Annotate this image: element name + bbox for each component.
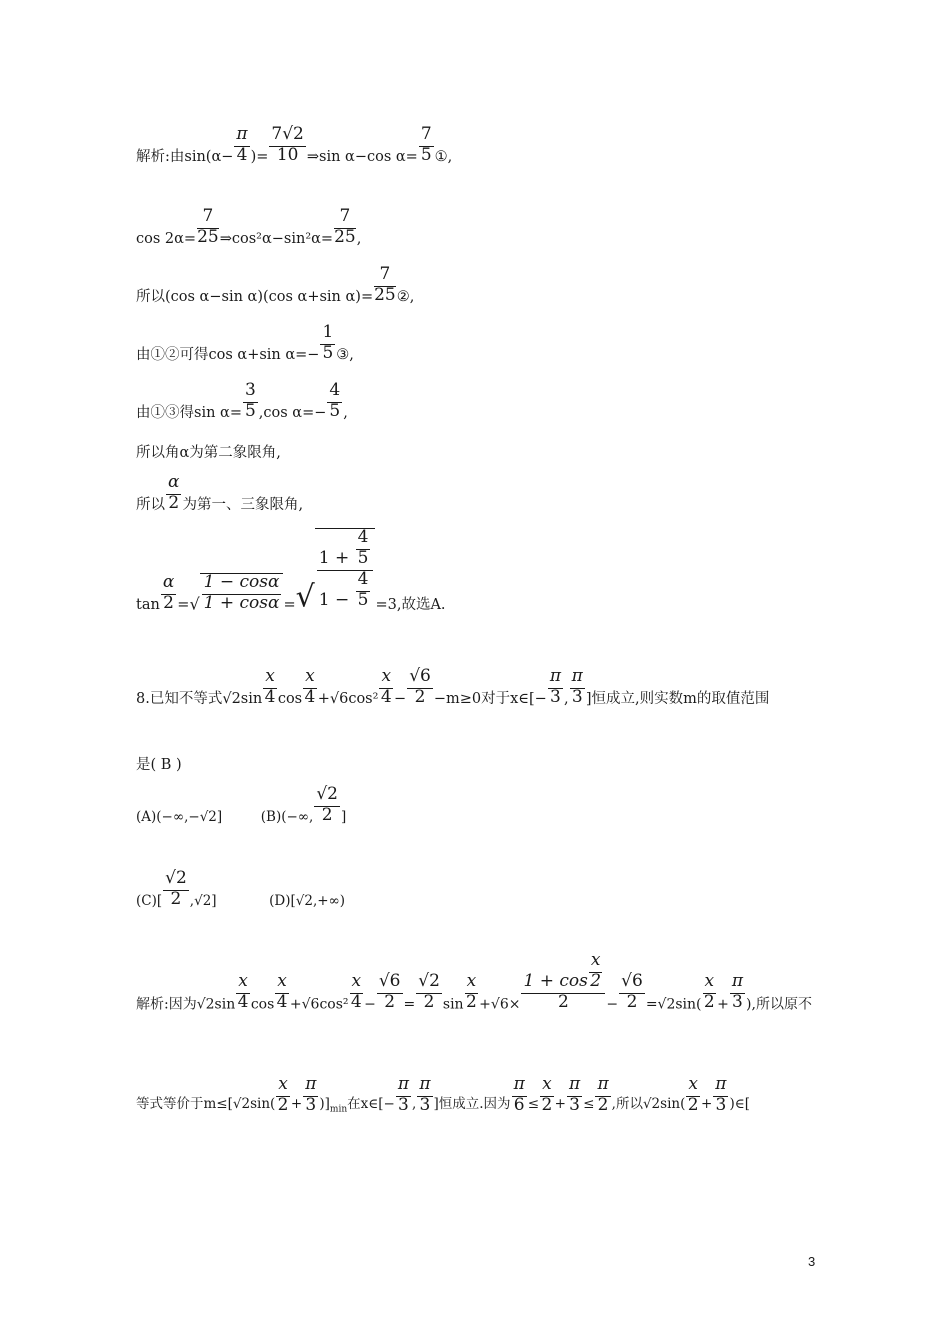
text: )] [319,1096,330,1112]
text: = [283,596,296,613]
text: +√6cos² [317,691,379,708]
text: − [606,996,619,1013]
fraction-7-25: $\frac{7}{25}$ [197,206,219,247]
text: + [717,996,729,1013]
fraction-x-2-s: $\frac{x}{2}$ [465,970,477,1012]
text: ),所以原不 [746,996,812,1013]
fraction-pi-3-b: $\frac{\pi}{3}$ [571,666,583,707]
option-c: (C)[ [136,893,163,910]
text: ]恒成立.因为 [433,1096,511,1112]
solution-8-line-1 [136,952,812,1012]
text: ] [341,809,347,826]
text: ≤ [527,1096,540,1112]
text: ③, [336,347,354,364]
fraction-x-4-b: $\frac{x}{4}$ [304,666,316,707]
fraction-sqrt2-2: $\frac{√2}{2}$ [316,784,338,825]
fraction-x-2-t2: $\frac{x}{2}$ [541,1074,553,1115]
fraction-pi-3-t2: $\frac{\pi}{3}$ [397,1074,410,1115]
fraction-x-4-s2: $\frac{x}{4}$ [276,970,288,1012]
fraction-alpha-2: $\frac{\alpha}{2}$ [168,472,180,513]
text: + [290,1096,303,1112]
options-c-d [136,870,345,909]
fraction-7-5: $\frac{7}{5}$ [420,124,432,165]
text: 所以 [136,497,165,514]
text: , [412,1096,417,1112]
text: ②, [396,289,415,306]
sqrt-big-fraction: √ 1 + $\frac{4}{5}$ 1 − $\frac{4}{5}$ [296,528,376,612]
solution-line-5 [136,382,348,421]
text: , [343,405,348,422]
question-8-line-1 [136,668,769,707]
solution-line-8 [136,527,446,615]
fraction-pi-6: $\frac{\pi}{6}$ [513,1074,525,1115]
text: 所以角α为第二象限角, [136,445,281,461]
text: cos [277,691,303,708]
fraction-x-2-s2: $\frac{x}{2}$ [703,970,715,1012]
min-subscript: min [329,1104,348,1115]
solution-line-2 [136,208,361,247]
text: ]恒成立,则实数m的取值范围 [585,691,770,708]
text: ⇒cos²α−sin²α= [219,231,334,248]
fraction-1-5: $\frac{1}{5}$ [322,322,334,363]
question-8-line-2 [136,758,182,773]
text: 在x∈[− [347,1096,395,1112]
fraction-x-4-s3: $\frac{x}{4}$ [350,970,362,1012]
text: ①, [434,149,453,166]
text: tan [136,596,160,613]
text: − [394,691,407,708]
text: cos 2α= [136,231,197,248]
solution-line-6 [136,446,281,461]
fraction-3-5: $\frac{3}{5}$ [244,380,256,421]
fraction-pi-3-s: $\frac{\pi}{3}$ [731,970,744,1012]
text: 解析:因为√2sin [136,996,236,1013]
fraction-4-5: $\frac{4}{5}$ [329,380,341,421]
text: 为第一、三象限角, [182,497,304,514]
fraction-pi-3-t1: $\frac{\pi}{3}$ [305,1074,317,1115]
solution-line-7 [136,474,303,513]
fraction-sqrt2-2-s: $\frac{√2}{2}$ [418,970,440,1012]
text: = [403,996,416,1013]
text: +√6× [479,996,521,1013]
solution-line-3 [136,266,414,305]
fraction-x-2-t1: $\frac{x}{2}$ [277,1074,289,1115]
text: , [356,231,362,248]
text: 由①③得sin α= [136,405,242,422]
options-a-b [136,786,346,825]
fraction-x-4-s1: $\frac{x}{4}$ [237,970,249,1012]
text: √2sin [222,691,263,708]
text: 所以(cos α−sin α)(cos α+sin α)= [136,289,374,306]
text: 解析:由sin(α− [136,149,234,166]
text: − [364,996,376,1013]
fraction-7sqrt2-10: $\frac{7√2}{10}$ [271,124,304,165]
fraction-pi-3-t5: $\frac{\pi}{3}$ [715,1074,727,1115]
fraction-alpha-2-b: $\frac{\alpha}{2}$ [162,571,175,613]
text: +√6cos² [289,996,349,1013]
fraction-pi-3: $\frac{\pi}{3}$ [549,666,562,707]
fraction-big-cos: 1 + cos $\frac{x}{2}$ 2 [521,952,605,1012]
fraction-pi-3-t3: $\frac{\pi}{3}$ [419,1074,431,1115]
text: =√2sin( [645,996,702,1013]
fraction-pi-2: $\frac{\pi}{2}$ [597,1074,609,1115]
solution-8-line-2 [136,1076,750,1115]
fraction-x-4-c: $\frac{x}{4}$ [380,666,392,707]
text: sin [442,996,464,1013]
text: = [177,596,190,613]
text: ,所以√2sin( [611,1096,686,1112]
fraction-sqrt6-2-s2: $\frac{√6}{2}$ [621,970,643,1012]
fraction-7-25-b: $\frac{7}{25}$ [334,206,356,247]
fraction-sqrt6-2-s: $\frac{√6}{2}$ [378,970,401,1012]
text: + [700,1096,713,1112]
text: )= [250,149,269,166]
fraction-x-2-t3: $\frac{x}{2}$ [687,1074,699,1115]
page-number: 3 [808,1254,816,1269]
fraction-sqrt2-2-b: $\frac{√2}{2}$ [165,868,187,909]
text: 是( B ) [136,757,182,773]
text: =3,故选A. [375,596,446,613]
solution-line-1 [136,126,452,165]
text: ⇒sin α−cos α= [306,149,418,166]
text: ,√2] [189,893,217,910]
fraction-sqrt6-2: $\frac{√6}{2}$ [409,666,431,707]
text: ≤ [583,1096,595,1112]
fraction-pi-3-t4: $\frac{\pi}{3}$ [568,1074,581,1115]
text: )∈[ [729,1096,750,1112]
text: −m≥0对于x∈[− [433,691,547,708]
option-a: (A)(−∞,−√2] [136,809,223,826]
text: , [564,691,569,708]
option-d: (D)[√2,+∞) [269,893,346,910]
option-b: (B)(−∞, [260,809,314,826]
text: ,cos α=− [258,405,327,422]
text: 8.已知不等式 [136,691,223,708]
fraction-pi-4: $\frac{\pi}{4}$ [236,124,248,165]
text: cos [250,996,275,1013]
text: 等式等价于m≤[√2sin( [136,1096,276,1112]
sqrt-cos-fraction: √ $\frac{1 - \cos\alpha}{1 + \cos\alpha}$ [189,573,283,613]
solution-line-4 [136,324,354,363]
fraction-x-4: $\frac{x}{4}$ [264,666,276,707]
text: 由①②可得cos α+sin α=− [136,347,320,364]
text: + [554,1096,566,1112]
fraction-7-25-c: $\frac{7}{25}$ [374,264,396,305]
